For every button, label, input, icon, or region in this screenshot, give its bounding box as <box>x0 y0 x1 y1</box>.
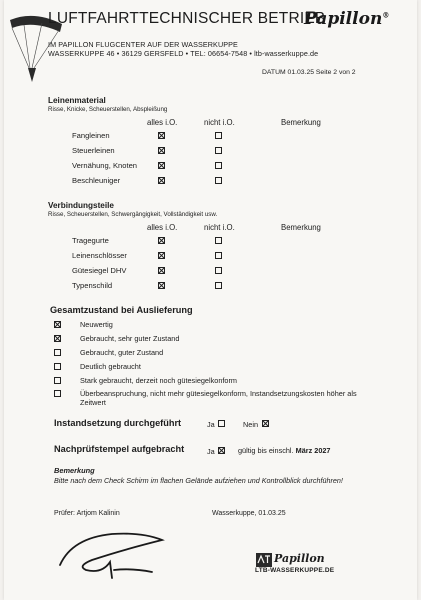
stamp-brand: Papillon <box>274 552 325 565</box>
section-subtitle-verbindung: Risse, Scheuerstellen, Schwergängigkeit, Vollständigkeit usw. <box>48 211 218 218</box>
remark-text: Bitte nach dem Check Schirm im flachen Gelände aufziehen und Kontrollblick durchführen! <box>54 476 343 485</box>
condition-checkbox[interactable] <box>54 363 61 370</box>
condition-option-label: Deutlich gebraucht <box>80 362 141 371</box>
condition-checkbox[interactable] <box>54 335 61 342</box>
section-title-verbindung: Verbindungsteile <box>48 201 114 210</box>
instandsetzung-label: Instandsetzung durchgeführt <box>54 418 182 428</box>
leinen-ok-checkbox[interactable] <box>158 162 165 169</box>
nachpruefstempel-label: Nachprüfstempel aufgebracht <box>54 444 185 454</box>
col-header-remark: Bemerkung <box>281 118 321 127</box>
col-header-not-ok-2: nicht i.O. <box>204 223 235 232</box>
col-header-ok-2: alles i.O. <box>147 223 178 232</box>
section-title-leinen: Leinenmaterial <box>48 96 106 105</box>
leinen-not-ok-checkbox[interactable] <box>215 162 222 169</box>
verbindung-not-ok-checkbox[interactable] <box>215 237 222 244</box>
instand-ja-label: Ja <box>207 420 215 429</box>
leinen-ok-checkbox[interactable] <box>158 177 165 184</box>
company-title: LUFTFAHRTTECHNISCHER BETRIEB <box>48 10 326 27</box>
leinen-not-ok-checkbox[interactable] <box>215 132 222 139</box>
instand-nein-checkbox[interactable] <box>262 420 269 427</box>
stamp-site: LTB-WASSERKUPPE.DE <box>255 567 335 574</box>
condition-option-label: Gebraucht, sehr guter Zustand <box>80 334 180 343</box>
verbindung-not-ok-checkbox[interactable] <box>215 252 222 259</box>
nachpruef-ja-checkbox[interactable] <box>218 447 225 454</box>
brand-logo: Papillon® <box>304 9 390 29</box>
examiner-name: Prüfer: Artjom Kalinin <box>54 510 120 517</box>
leinen-not-ok-checkbox[interactable] <box>215 177 222 184</box>
verbindung-ok-checkbox[interactable] <box>158 267 165 274</box>
instand-nein-label: Nein <box>243 420 259 429</box>
leinen-not-ok-checkbox[interactable] <box>215 147 222 154</box>
condition-option-label: Gebraucht, guter Zustand <box>80 348 164 357</box>
remark-title: Bemerkung <box>54 466 95 475</box>
verbindung-ok-checkbox[interactable] <box>158 237 165 244</box>
document-date: DATUM 01.03.25 Seite 2 von 2 <box>262 69 356 76</box>
leinen-row-label: Beschleuniger <box>72 176 121 185</box>
instand-ja-checkbox[interactable] <box>218 420 225 427</box>
leinen-row-label: Fangleinen <box>72 131 110 140</box>
verbindung-not-ok-checkbox[interactable] <box>215 267 222 274</box>
section-subtitle-leinen: Risse, Knicke, Scheuerstellen, Abspleißung <box>48 106 168 113</box>
verbindung-row-label: Leinenschlösser <box>72 251 127 260</box>
leinen-ok-checkbox[interactable] <box>158 147 165 154</box>
condition-option-label: Neuwertig <box>80 320 113 329</box>
verbindung-not-ok-checkbox[interactable] <box>215 282 222 289</box>
document-page <box>4 0 417 600</box>
condition-option-label: Überbeanspruchung, nicht mehr gütesiegelkonform, Instandsetzungskosten höher als <box>80 389 357 398</box>
condition-option-label: Stark gebraucht, derzeit noch gütesiegelkonform <box>80 376 237 385</box>
condition-checkbox[interactable] <box>54 349 61 356</box>
col-header-ok: alles i.O. <box>147 118 178 127</box>
leinen-row-label: Steuerleinen <box>72 146 115 155</box>
valid-until-label: gültig bis einschl. März 2027 <box>238 446 331 455</box>
verbindung-row-label: Tragegurte <box>72 236 109 245</box>
condition-checkbox[interactable] <box>54 390 61 397</box>
condition-checkbox[interactable] <box>54 321 61 328</box>
nachpruef-ja-label: Ja <box>207 447 215 456</box>
condition-checkbox[interactable] <box>54 377 61 384</box>
condition-option-label-cont: Zeitwert <box>80 398 106 407</box>
verbindung-ok-checkbox[interactable] <box>158 252 165 259</box>
leinen-ok-checkbox[interactable] <box>158 132 165 139</box>
place-and-date: Wasserkuppe, 01.03.25 <box>212 510 286 517</box>
col-header-remark-2: Bemerkung <box>281 223 321 232</box>
verbindung-ok-checkbox[interactable] <box>158 282 165 289</box>
verbindung-row-label: Gütesiegel DHV <box>72 266 127 275</box>
address-line-1: IM PAPILLON FLUGCENTER AUF DER WASSERKUPPE <box>48 40 238 49</box>
section-title-gesamtzustand: Gesamtzustand bei Auslieferung <box>50 305 193 315</box>
signature-icon <box>52 520 172 582</box>
col-header-not-ok: nicht i.O. <box>204 118 235 127</box>
leinen-row-label: Vernähung, Knoten <box>72 161 138 170</box>
address-line-2: WASSERKUPPE 46 • 36129 GERSFELD • TEL: 06654-7548 • ltb-wasserkuppe.de <box>48 49 319 58</box>
verbindung-row-label: Typenschild <box>72 281 113 290</box>
